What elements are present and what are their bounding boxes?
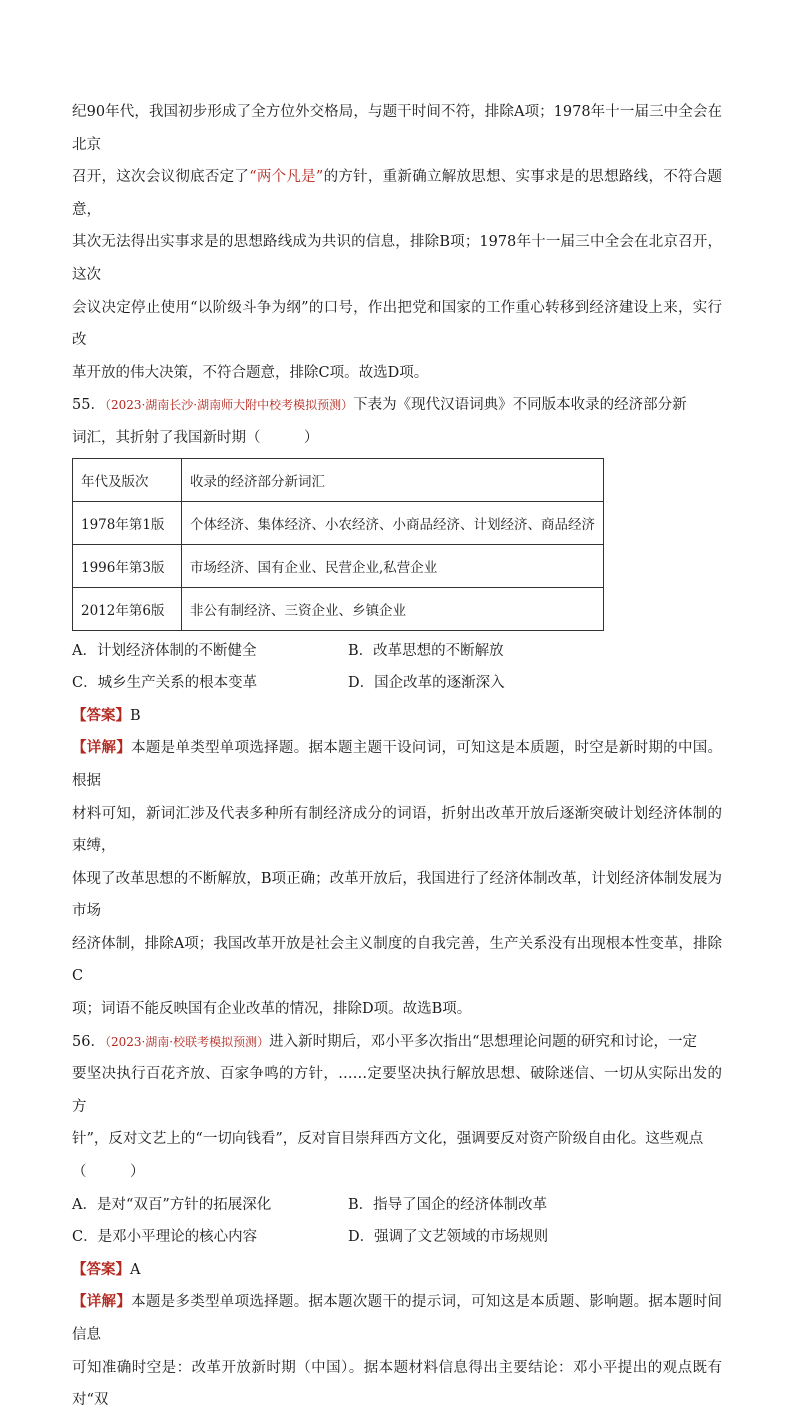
q55-stem-line-2: 词汇，其折射了我国新时期（ ）	[72, 429, 319, 446]
table-row	[73, 501, 604, 544]
text: 召开，这次会议彻底否定了	[72, 169, 250, 186]
option-d[interactable]: D．国企改革的逐渐深入	[348, 675, 505, 692]
q56-stem-line-3: 针”，反对文艺上的“一切向钱看”，反对盲目崇拜西方文化，强调要反对资产阶级自由化。这些观点	[72, 1131, 704, 1148]
option-b[interactable]: B．改革思想的不断解放	[348, 642, 504, 659]
question-source: （2023·湖南·校联考模拟预测）	[104, 1034, 270, 1049]
answer-value: B	[130, 707, 141, 724]
answer-value: A	[130, 1261, 141, 1278]
q56-stem-line-4: （ ）	[72, 1164, 145, 1181]
q55-options-row-2	[72, 667, 722, 700]
table-row	[73, 587, 604, 630]
q55-options-row-1	[72, 635, 722, 668]
answer-label: 【答案】	[72, 1260, 130, 1278]
text: 纪90年代，我国初步形成了全方位外交格局，与题干时间不符，排除A项；1978年十一届三中全会在北京	[72, 104, 722, 153]
q55-answer	[72, 700, 722, 733]
table-cell: 非公有制经济、三资企业、乡镇企业	[182, 587, 604, 630]
text: 的方针，重新确立解放思想、实事求是的思想路线，不符合题意，	[72, 169, 723, 218]
prev-analysis-line-2	[72, 161, 722, 226]
q56-options-row-1	[72, 1189, 722, 1222]
option-c[interactable]: C．是邓小平理论的核心内容	[72, 1229, 258, 1246]
table-cell: 1978年第1版	[73, 501, 182, 544]
table-cell: 2012年第6版	[73, 587, 182, 630]
question-text: 进入新时期后，邓小平多次指出“思想理论问题的研究和讨论，一定	[269, 1033, 698, 1050]
q56-stem-line-2: 要坚决执行百花齐放、百家争鸣的方针，……定要坚决执行解放思想、破除迷信、一切从实际出发的方	[72, 1066, 722, 1115]
prev-analysis-line-4: 会议决定停止使用“以阶级斗争为纲”的口号，作出把党和国家的工作重心转移到经济建设上来，实行改	[72, 299, 722, 349]
prev-analysis-line-1	[72, 96, 722, 161]
q56-detail-line-2: 可知准确时空是：改革开放新时期（中国）。据本题材料信息得出主要结论：邓小平提出的观点既有对“双	[72, 1359, 722, 1409]
highlight-quote: “两个凡是”	[249, 169, 324, 186]
option-d[interactable]: D．强调了文艺领域的市场规则	[348, 1229, 549, 1246]
table-header-cell: 收录的经济部分新词汇	[182, 458, 604, 501]
question-number: 55．	[72, 397, 105, 414]
q55-detail-line-3: 体现了改革思想的不断解放，B项正确；改革开放后，我国进行了经济体制改革，计划经济体制发展为市场	[72, 870, 722, 920]
q56-stem-line-1	[72, 1026, 722, 1059]
detail-label: 【详解】	[72, 1293, 132, 1311]
q56-detail-line-1	[72, 1286, 722, 1351]
vocab-table	[72, 458, 604, 631]
q55-detail-line-4: 经济体制，排除A项；我国改革开放是社会主义制度的自我完善，生产关系没有出现根本性变革，排除C	[72, 935, 722, 985]
page-content	[72, 96, 722, 1417]
detail-label: 【详解】	[72, 739, 132, 757]
q56-answer	[72, 1254, 722, 1287]
q56-options-row-2	[72, 1221, 722, 1254]
prev-analysis-line-5: 革开放的伟大决策，不符合题意，排除C项。故选D项。	[72, 364, 429, 381]
option-c[interactable]: C．城乡生产关系的根本变革	[72, 675, 258, 692]
question-number: 56．	[72, 1033, 105, 1050]
table-cell: 市场经济、国有企业、民营企业,私营企业	[182, 544, 604, 587]
question-source: （2023·湖南长沙·湖南师大附中校考模拟预测）	[104, 398, 354, 413]
option-a[interactable]: A．计划经济体制的不断健全	[72, 642, 257, 659]
text: 本题是单类型单项选择题。据本题主题干设问词，可知这是本质题，时空是新时期的中国。根据	[72, 740, 723, 789]
q55-detail-line-1	[72, 732, 722, 797]
table-header-cell: 年代及版次	[73, 458, 182, 501]
table-header-row	[73, 458, 604, 501]
q55-detail-line-5: 项；词语不能反映国有企业改革的情况，排除D项。故选B项。	[72, 1001, 472, 1018]
option-a[interactable]: A．是对“双百”方针的拓展深化	[72, 1196, 272, 1213]
option-b[interactable]: B．指导了国企的经济体制改革	[348, 1196, 548, 1213]
q55-stem-line-1	[72, 389, 722, 422]
answer-label: 【答案】	[72, 706, 130, 724]
table-row	[73, 544, 604, 587]
table-cell: 1996年第3版	[73, 544, 182, 587]
prev-analysis-line-3: 其次无法得出实事求是的思想路线成为共识的信息，排除B项；1978年十一届三中全会在北京召开，这次	[72, 234, 722, 283]
text: 本题是多类型单项选择题。据本题次题干的提示词，可知这是本质题、影响题。据本题时间信息	[72, 1294, 723, 1343]
question-text: 下表为《现代汉语词典》不同版本收录的经济部分新	[353, 397, 687, 414]
table-cell: 个体经济、集体经济、小农经济、小商品经济、计划经济、商品经济	[182, 501, 604, 544]
q55-detail-line-2: 材料可知，新词汇涉及代表多种所有制经济成分的词语，折射出改革开放后逐渐突破计划经济体制的束缚，	[72, 805, 722, 855]
